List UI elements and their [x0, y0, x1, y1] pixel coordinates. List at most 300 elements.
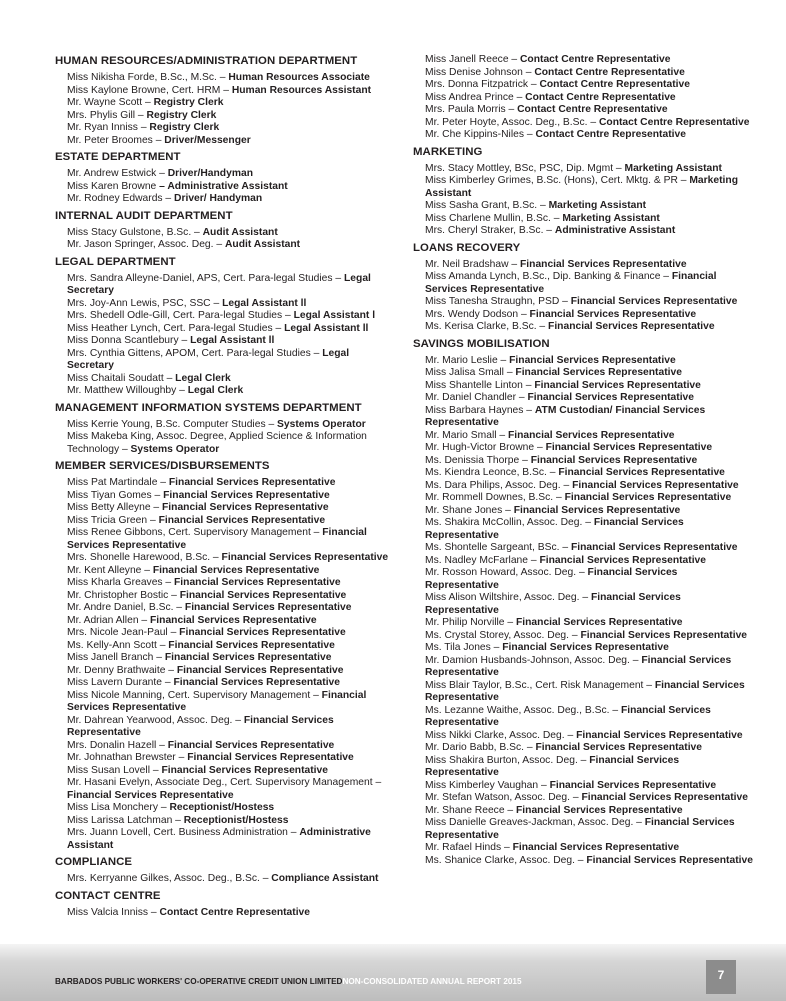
staff-entry: [67, 72, 390, 85]
staff-role: Financial Services Representative: [516, 804, 683, 816]
staff-name: Mrs. Stacy Mottley, BSc, PSC, Dip. Mgmt –: [425, 162, 625, 174]
staff-role: Financial Services Representative: [425, 592, 681, 616]
staff-entry: [67, 527, 390, 552]
department-section: [55, 255, 390, 398]
staff-role: Marketing Assistant: [624, 162, 722, 174]
staff-entry: [67, 85, 390, 98]
staff-entry: [425, 380, 753, 393]
section-heading: ESTATE DEPARTMENT: [55, 151, 181, 163]
staff-entry: [67, 227, 390, 240]
staff-name: Miss Betty Alleyne –: [67, 502, 162, 513]
staff-role: Financial Services Representative: [67, 789, 234, 801]
staff-role: Marketing Assistant: [425, 175, 738, 199]
staff-entry: [425, 163, 753, 176]
staff-name: Miss Tricia Green –: [67, 514, 159, 526]
staff-name: Miss Heather Lynch, Cert. Para-legal Studies –: [67, 322, 285, 334]
staff-role: Audit Assistant: [224, 239, 301, 250]
staff-entry: [425, 79, 753, 92]
department-section: [55, 54, 390, 147]
staff-entry: [67, 777, 390, 802]
staff-name: Ms. Shontelle Sargeant, BSc. –: [425, 542, 571, 553]
staff-name: Ms. Crystal Storey, Assoc. Deg. –: [425, 629, 581, 641]
staff-entry: [67, 298, 390, 311]
staff-name: Mrs. Wendy Dodson –: [425, 308, 530, 320]
staff-role: Audit Assistant: [202, 226, 278, 238]
staff-entry: [425, 705, 753, 730]
staff-name: Miss Lisa Monchery –: [67, 802, 170, 813]
department-section: [413, 337, 753, 868]
staff-role: Financial Services Representative: [548, 321, 715, 332]
staff-entry: [67, 690, 390, 715]
staff-entry: [67, 615, 390, 628]
staff-entry: [67, 310, 390, 323]
staff-entry: [425, 742, 753, 755]
staff-name: Mrs. Cheryl Straker, B.Sc. –: [425, 225, 555, 236]
footer-text: [55, 977, 522, 986]
department-section: [55, 401, 390, 457]
staff-role: Marketing Assistant: [548, 200, 647, 211]
staff-name: Miss Makeba King, Assoc. Degree, Applied Science & Information Technology –: [67, 431, 367, 455]
staff-role: Financial Services Representative: [168, 639, 335, 651]
staff-entry: [425, 467, 753, 480]
staff-entry: [67, 502, 390, 515]
staff-role: Contact Centre Representative: [525, 91, 676, 103]
staff-entry: [425, 92, 753, 105]
staff-entry: [425, 104, 753, 117]
staff-entry: [67, 385, 390, 398]
staff-role: Financial Services Representative: [513, 504, 681, 516]
staff-entry: [425, 617, 753, 630]
staff-name: Mr. Matthew Willoughby –: [67, 385, 188, 396]
staff-name: Mr. Andre Daniel, B.Sc. –: [67, 602, 185, 613]
staff-name: Miss Pat Martindale –: [67, 477, 169, 488]
staff-role: Financial Services Representative: [161, 764, 328, 776]
staff-name: Miss Shakira Burton, Assoc. Deg. –: [425, 754, 590, 766]
staff-role: Financial Services Representative: [564, 492, 732, 503]
staff-entry: [425, 630, 753, 643]
staff-role: Legal Secretary: [67, 272, 371, 296]
staff-entry: [425, 592, 753, 617]
staff-entry: [425, 296, 753, 309]
staff-name: Mr. Daniel Chandler –: [425, 392, 528, 403]
staff-name: Ms. Shakira McCollin, Assoc. Deg. –: [425, 517, 594, 528]
staff-entry: [425, 54, 753, 67]
staff-entry: [67, 602, 390, 615]
staff-role: Financial Services Representative: [520, 258, 687, 270]
staff-role: Systems Operator: [130, 443, 220, 455]
staff-name: Ms. Kiendra Leonce, B.Sc. –: [425, 467, 559, 478]
staff-entry: [67, 273, 390, 298]
staff-entry: [425, 480, 753, 493]
staff-entry: [67, 193, 390, 206]
staff-role: Financial Services Representative: [167, 739, 335, 751]
staff-role: Financial Services Representative: [572, 479, 739, 491]
staff-entry: [67, 122, 390, 135]
staff-name: Miss Charlene Mullin, B.Sc. –: [425, 212, 563, 224]
staff-role: Financial Services Representative: [530, 454, 698, 466]
staff-entry: [67, 373, 390, 386]
staff-entry: [425, 555, 753, 568]
staff-name: Miss Jalisa Small –: [425, 367, 516, 378]
section-heading: MANAGEMENT INFORMATION SYSTEMS DEPARTMENT: [55, 401, 362, 414]
staff-role: Financial Services Representative: [515, 367, 682, 378]
staff-entry: [425, 755, 753, 780]
staff-entry: [67, 752, 390, 765]
staff-entry: [425, 730, 753, 743]
staff-role: Financial Services Representative: [535, 742, 703, 753]
staff-entry: [67, 515, 390, 528]
staff-role: Financial Services Representative: [221, 552, 389, 563]
staff-entry: [425, 271, 753, 296]
staff-name: Mr. Rosson Howard, Assoc. Deg. –: [425, 567, 588, 578]
staff-role: Financial Services Representative: [425, 704, 711, 728]
staff-name: Miss Nikki Clarke, Assoc. Deg. –: [425, 729, 577, 741]
staff-role: Financial Services Representative: [425, 517, 684, 541]
staff-name: Mr. Denny Brathwaite –: [67, 664, 177, 676]
staff-role: Contact Centre Representative: [534, 66, 685, 78]
staff-role: Financial Services Representative: [152, 564, 320, 576]
staff-name: Mr. Stefan Watson, Assoc. Deg. –: [425, 792, 582, 803]
staff-name: Miss Lavern Durante –: [67, 677, 174, 688]
staff-role: Financial Services Representative: [425, 567, 678, 591]
staff-entry: [425, 200, 753, 213]
staff-role: Financial Services Representative: [163, 489, 330, 501]
staff-entry: [425, 225, 753, 238]
staff-role: ATM Custodian/ Financial Services Representative: [425, 404, 706, 428]
staff-name: Mr. Jason Springer, Assoc. Deg. –: [67, 239, 225, 250]
staff-name: Mr. Che Kippins-Niles –: [425, 129, 536, 140]
staff-entry: [67, 590, 390, 603]
staff-entry: [425, 213, 753, 226]
staff-entry: [67, 627, 390, 640]
department-section: [413, 241, 753, 334]
staff-name: Miss Blair Taylor, B.Sc., Cert. Risk Management –: [425, 679, 655, 691]
staff-name: Mrs. Kerryanne Gilkes, Assoc. Deg., B.Sc. –: [67, 873, 272, 884]
staff-role: Financial Services Representative: [425, 817, 735, 841]
staff-role: Legal Clerk: [175, 372, 231, 384]
staff-role: Financial Services Representative: [425, 654, 732, 678]
staff-entry: [67, 135, 390, 148]
staff-role: Financial Services Representative: [67, 689, 367, 713]
staff-entry: [67, 97, 390, 110]
staff-entry: [67, 477, 390, 490]
section-heading: CONTACT CENTRE: [55, 889, 161, 902]
staff-entry: [425, 67, 753, 80]
department-section: [413, 54, 753, 142]
staff-entry: [425, 129, 753, 142]
department-section: [55, 855, 390, 886]
staff-role: Legal Clerk: [187, 385, 244, 396]
staff-role: Contact Centre Representative: [159, 906, 311, 918]
department-section: [55, 459, 390, 852]
staff-entry: [425, 367, 753, 380]
staff-entry: [425, 117, 753, 130]
staff-name: Mr. Andrew Estwick –: [67, 168, 168, 179]
staff-name: Miss Janell Reece –: [425, 54, 520, 65]
staff-entry: [425, 780, 753, 793]
staff-role: Receptionist/Hostess: [169, 802, 275, 813]
staff-name: Miss Amanda Lynch, B.Sc., Dip. Banking & Finance –: [425, 271, 672, 282]
staff-name: Miss Kimberley Grimes, B.Sc. (Hons), Cert. Mktg. & PR –: [425, 175, 690, 186]
staff-entry: [67, 765, 390, 778]
staff-role: Financial Services Representative: [67, 527, 367, 551]
footer-organization: BARBADOS PUBLIC WORKERS' CO-OPERATIVE CREDIT UNION LIMITED: [55, 977, 343, 986]
staff-entry: [67, 640, 390, 653]
staff-name: Miss Nikisha Forde, B.Sc., M.Sc. –: [67, 72, 229, 83]
staff-entry: [425, 655, 753, 680]
staff-entry: [425, 492, 753, 505]
staff-role: Financial Services Representative: [581, 792, 748, 803]
staff-role: Financial Services Representative: [549, 779, 717, 791]
section-heading: MARKETING: [413, 145, 483, 158]
staff-role: Financial Services Representative: [425, 679, 745, 703]
department-section: [55, 209, 390, 252]
staff-name: Miss Janell Branch –: [67, 652, 165, 663]
staff-entry: [425, 259, 753, 272]
staff-name: Miss Chaitali Soudatt –: [67, 372, 176, 384]
staff-name: Ms. Lezanne Waithe, Assoc. Deg., B.Sc. –: [425, 704, 621, 716]
staff-name: Mrs. Joy-Ann Lewis, PSC, SSC –: [67, 297, 223, 309]
staff-name: Miss Kerrie Young, B.Sc. Computer Studies –: [67, 418, 278, 430]
staff-role: Human Resources Assistant: [231, 84, 372, 96]
staff-name: Mrs. Donna Fitzpatrick –: [425, 79, 540, 90]
staff-role: Driver/ Handyman: [174, 193, 263, 204]
staff-entry: [67, 552, 390, 565]
staff-role: Financial Services Representative: [162, 502, 329, 513]
staff-entry: [425, 542, 753, 555]
staff-name: Mr. Mario Leslie –: [425, 354, 510, 366]
section-heading: MEMBER SERVICES/DISBURSEMENTS: [55, 460, 270, 472]
staff-entry: [67, 168, 390, 181]
page-footer: [0, 944, 786, 1001]
staff-entry: [67, 715, 390, 740]
staff-name: Miss Kharla Greaves –: [67, 577, 175, 588]
page-number: 7: [706, 960, 736, 994]
staff-role: Contact Centre Representative: [598, 116, 750, 128]
staff-role: Legal Assistant ll: [190, 335, 275, 346]
staff-role: Driver/Handyman: [167, 168, 253, 179]
staff-role: Financial Services Representative: [187, 752, 354, 763]
staff-entry: [67, 577, 390, 590]
staff-name: Mr. Christopher Bostic –: [67, 589, 180, 601]
staff-name: Miss Larissa Latchman –: [67, 814, 184, 826]
staff-entry: [67, 802, 390, 815]
staff-name: Mr. Adrian Allen –: [67, 614, 150, 626]
staff-role: Receptionist/Hostess: [183, 814, 289, 826]
staff-name: Miss Kaylone Browne, Cert. HRM –: [67, 84, 232, 96]
staff-name: Miss Tanesha Straughn, PSD –: [425, 296, 571, 307]
staff-name: Mr. Rafael Hinds –: [425, 842, 513, 853]
staff-role: Registry Clerk: [153, 97, 224, 108]
staff-entry: [425, 442, 753, 455]
staff-name: Mr. Damion Husbands-Johnson, Assoc. Deg. –: [425, 654, 642, 666]
staff-name: Mrs. Paula Morris –: [425, 104, 518, 115]
staff-name: Mr. Dario Babb, B.Sc. –: [425, 742, 536, 753]
staff-entry: [425, 455, 753, 468]
staff-role: Financial Services Representative: [168, 477, 336, 488]
staff-role: Contact Centre Representative: [539, 79, 690, 90]
staff-role: Financial Services Representative: [515, 617, 683, 628]
staff-name: Mr. Ryan Inniss –: [67, 122, 150, 133]
department-section: [55, 150, 390, 206]
staff-name: Mrs. Sandra Alleyne-Daniel, APS, Cert. Para-legal Studies –: [67, 272, 345, 284]
staff-role: Legal Assistant ll: [222, 297, 307, 309]
staff-entry: [67, 565, 390, 578]
staff-name: Mr. Dahrean Yearwood, Assoc. Deg. –: [67, 714, 244, 726]
staff-role: Financial Services Representative: [509, 354, 676, 366]
staff-entry: [67, 110, 390, 123]
staff-name: Ms. Kelly-Ann Scott –: [67, 639, 169, 651]
staff-entry: [425, 392, 753, 405]
staff-name: Mr. Hasani Evelyn, Associate Deg., Cert. Supervisory Management –: [67, 777, 382, 788]
staff-role: Financial Services Representative: [512, 842, 680, 853]
staff-role: Financial Services Representative: [527, 392, 695, 403]
staff-name: Miss Kimberley Vaughan –: [425, 779, 550, 791]
staff-name: Mr. Neil Bradshaw –: [425, 258, 520, 270]
staff-role: Financial Services Representative: [534, 379, 701, 391]
staff-entry: [425, 680, 753, 705]
staff-name: Miss Sasha Grant, B.Sc. –: [425, 200, 549, 211]
staff-entry: [425, 430, 753, 443]
staff-role: Financial Services Representative: [576, 729, 743, 741]
staff-name: Mr. Kent Alleyne –: [67, 564, 153, 576]
staff-entry: [425, 842, 753, 855]
staff-entry: [67, 323, 390, 336]
staff-name: Miss Valcia Inniss –: [67, 906, 160, 918]
staff-name: Mr. Hugh-Victor Browne –: [425, 442, 546, 453]
staff-name: Miss Denise Johnson –: [425, 66, 535, 78]
staff-name: Miss Shantelle Linton –: [425, 379, 535, 391]
staff-name: Miss Renee Gibbons, Cert. Supervisory Management –: [67, 527, 323, 538]
staff-role: Financial Services Representative: [174, 577, 341, 588]
staff-role: Financial Services Representative: [580, 629, 748, 641]
staff-name: Mr. Rodney Edwards –: [67, 193, 175, 204]
staff-entry: [67, 907, 390, 920]
staff-role: Legal Assistant l: [293, 310, 376, 321]
staff-entry: [425, 321, 753, 334]
staff-role: Financial Services Representative: [179, 627, 346, 638]
staff-role: Financial Services Representative: [67, 714, 334, 738]
staff-role: Driver/Messenger: [164, 134, 251, 146]
staff-role: Financial Services Representative: [507, 429, 675, 441]
staff-entry: [425, 309, 753, 322]
section-heading: INTERNAL AUDIT DEPARTMENT: [55, 209, 233, 222]
staff-role: Contact Centre Representative: [517, 104, 668, 115]
staff-role: Marketing Assistant: [562, 212, 660, 224]
staff-name: Miss Andrea Prince –: [425, 91, 526, 103]
staff-name: Miss Stacy Gulstone, B.Sc. –: [67, 226, 203, 238]
staff-entry: [425, 175, 753, 200]
staff-name: Ms. Shanice Clarke, Assoc. Deg. –: [425, 854, 587, 866]
section-heading: SAVINGS MOBILISATION: [413, 337, 550, 350]
staff-entry: [425, 405, 753, 430]
staff-name: Mrs. Cynthia Gittens, APOM, Cert. Para-legal Studies –: [67, 347, 323, 359]
staff-role: Registry Clerk: [146, 109, 217, 121]
section-heading: LOANS RECOVERY: [413, 241, 521, 254]
staff-role: Administrative Assistant: [554, 225, 676, 236]
staff-entry: [425, 642, 753, 655]
staff-role: Human Resources Associate: [228, 72, 370, 83]
staff-role: Financial Services Representative: [150, 614, 317, 626]
staff-role: Administrative Assistant: [67, 827, 371, 851]
staff-name: Mr. Rommell Downes, B.Sc. –: [425, 492, 565, 503]
staff-name: Mr. Peter Broomes –: [67, 134, 165, 146]
staff-entry: [67, 335, 390, 348]
staff-entry: [425, 505, 753, 518]
staff-name: Miss Tiyan Gomes –: [67, 489, 164, 501]
staff-name: Mr. Johnathan Brewster –: [67, 752, 188, 763]
left-column: [55, 54, 390, 921]
staff-role: Financial Services Representative: [184, 602, 352, 613]
staff-entry: [425, 355, 753, 368]
staff-entry: [425, 567, 753, 592]
staff-name: Miss Donna Scantlebury –: [67, 335, 191, 346]
staff-name: Mrs. Shedell Odle-Gill, Cert. Para-legal Studies –: [67, 310, 294, 321]
staff-role: Financial Services Representative: [545, 442, 713, 453]
staff-name: Mr. Wayne Scott –: [67, 97, 154, 108]
staff-name: Mrs. Juann Lovell, Cert. Business Administration –: [67, 827, 300, 838]
section-heading: COMPLIANCE: [55, 856, 133, 868]
staff-name: Ms. Dara Philips, Assoc. Deg. –: [425, 479, 573, 491]
staff-entry: [67, 431, 390, 456]
staff-name: Miss Nicole Manning, Cert. Supervisory Management –: [67, 689, 322, 701]
staff-name: Miss Karen Browne: [67, 180, 160, 192]
staff-entry: [67, 348, 390, 373]
staff-name: Miss Barbara Haynes –: [425, 404, 535, 416]
staff-role: Financial Services Representative: [179, 589, 347, 601]
staff-name: Ms. Kerisa Clarke, B.Sc. –: [425, 321, 549, 332]
staff-name: Mr. Mario Small –: [425, 429, 508, 441]
staff-role: Compliance Assistant: [271, 873, 379, 884]
staff-name: Mr. Peter Hoyte, Assoc. Deg., B.Sc. –: [425, 116, 599, 128]
staff-role: Financial Services Representative: [164, 652, 332, 663]
staff-role: Financial Services Representative: [529, 308, 697, 320]
staff-role: Financial Services Representative: [570, 296, 738, 307]
staff-entry: [67, 827, 390, 852]
staff-name: Mrs. Nicole Jean-Paul –: [67, 627, 180, 638]
staff-entry: [67, 419, 390, 432]
staff-role: Financial Services Representative: [586, 854, 753, 866]
staff-entry: [67, 740, 390, 753]
staff-name: Mrs. Phylis Gill –: [67, 109, 147, 121]
department-section: [55, 889, 390, 920]
staff-role: Legal Secretary: [67, 347, 350, 371]
staff-role: Financial Services Representative: [558, 467, 725, 478]
staff-entry: [425, 792, 753, 805]
staff-name: Ms. Nadley McFarlane –: [425, 554, 540, 566]
staff-name: Ms. Tila Jones –: [425, 642, 503, 653]
staff-role: Registry Clerk: [149, 122, 220, 133]
staff-entry: [425, 817, 753, 842]
staff-role: Financial Services Representative: [173, 677, 341, 688]
staff-entry: [67, 239, 390, 252]
staff-role: Systems Operator: [277, 418, 366, 430]
staff-name: Mrs. Donalin Hazell –: [67, 739, 168, 751]
section-heading: HUMAN RESOURCES/ADMINISTRATION DEPARTMENT: [55, 55, 358, 67]
staff-name: Mr. Shane Jones –: [425, 504, 514, 516]
right-column: [413, 54, 753, 869]
staff-entry: [67, 181, 390, 194]
staff-role: Contact Centre Representative: [520, 54, 671, 65]
staff-role: Legal Assistant ll: [284, 322, 369, 334]
staff-role: – Administrative Assistant: [159, 180, 288, 192]
staff-name: Miss Alison Wiltshire, Assoc. Deg. –: [425, 592, 591, 603]
staff-role: Contact Centre Representative: [535, 129, 686, 140]
staff-name: Mrs. Shonelle Harewood, B.Sc. –: [67, 552, 222, 563]
staff-name: Mr. Shane Reece –: [425, 804, 517, 816]
staff-role: Financial Services Representative: [502, 642, 669, 653]
staff-role: Financial Services Representative: [539, 554, 707, 566]
